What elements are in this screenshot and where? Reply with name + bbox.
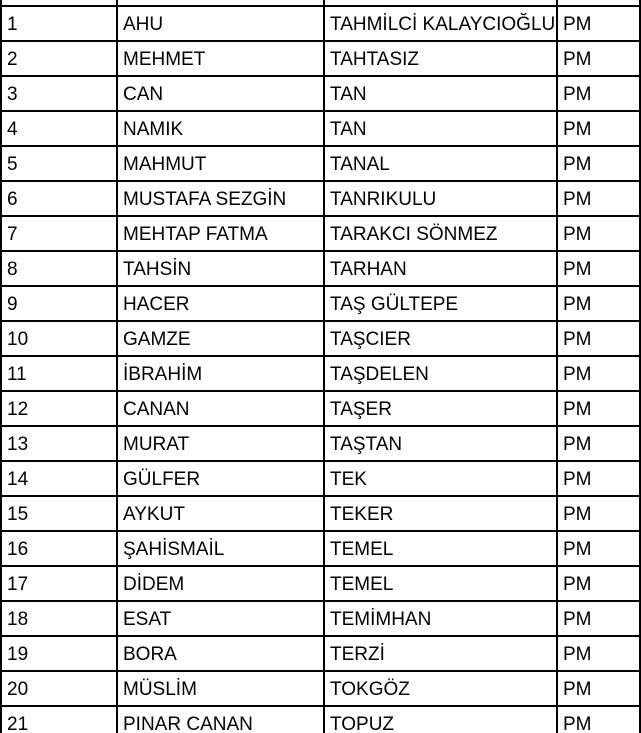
row-number-cell: 11 xyxy=(1,356,117,391)
status-cell: PM xyxy=(557,251,640,286)
status-cell: PM xyxy=(557,216,640,251)
table-row xyxy=(1,216,640,251)
last-name-cell: TAN xyxy=(324,111,557,146)
row-number-cell: 8 xyxy=(1,251,117,286)
first-name-cell: ŞAHİSMAİL xyxy=(117,531,324,566)
last-name-cell: TAŞDELEN xyxy=(324,356,557,391)
last-name-cell: TAN xyxy=(324,76,557,111)
first-name-cell: MURAT xyxy=(117,426,324,461)
status-cell: PM xyxy=(557,636,640,671)
last-name-cell: TAHMİLCİ KALAYCIOĞLU xyxy=(324,6,557,41)
first-name-cell: AHU xyxy=(117,6,324,41)
first-name-cell: TAHSİN xyxy=(117,251,324,286)
status-cell: PM xyxy=(557,286,640,321)
first-name-cell: AYKUT xyxy=(117,496,324,531)
last-name-cell: TEKER xyxy=(324,496,557,531)
status-cell: PM xyxy=(557,566,640,601)
first-name-cell: DİDEM xyxy=(117,566,324,601)
first-name-cell: MEHTAP FATMA xyxy=(117,216,324,251)
table-row xyxy=(1,146,640,181)
row-number-cell: 13 xyxy=(1,426,117,461)
table-row xyxy=(1,636,640,671)
row-number-cell: 4 xyxy=(1,111,117,146)
last-name-cell: TANAL xyxy=(324,146,557,181)
row-number-cell: 18 xyxy=(1,601,117,636)
table-row xyxy=(1,6,640,41)
table-row xyxy=(1,391,640,426)
row-number-cell: 6 xyxy=(1,181,117,216)
row-number-cell: 3 xyxy=(1,76,117,111)
table-row xyxy=(1,76,640,111)
table-row xyxy=(1,356,640,391)
first-name-cell: GÜLFER xyxy=(117,461,324,496)
first-name-cell: CANAN xyxy=(117,391,324,426)
status-cell: PM xyxy=(557,111,640,146)
table-row xyxy=(1,181,640,216)
row-number-cell: 16 xyxy=(1,531,117,566)
row-number-cell: 5 xyxy=(1,146,117,181)
table-row xyxy=(1,496,640,531)
row-number-cell: 10 xyxy=(1,321,117,356)
last-name-cell: TARHAN xyxy=(324,251,557,286)
row-number-cell: 15 xyxy=(1,496,117,531)
table-row xyxy=(1,461,640,496)
table-row xyxy=(1,566,640,601)
row-number-cell: 12 xyxy=(1,391,117,426)
table-row xyxy=(1,426,640,461)
last-name-cell: TAŞ GÜLTEPE xyxy=(324,286,557,321)
first-name-cell: CAN xyxy=(117,76,324,111)
last-name-cell: TARAKCI SÖNMEZ xyxy=(324,216,557,251)
first-name-cell: NAMIK xyxy=(117,111,324,146)
first-name-cell: HACER xyxy=(117,286,324,321)
last-name-cell: TEMEL xyxy=(324,531,557,566)
last-name-cell: TAŞTAN xyxy=(324,426,557,461)
table-row xyxy=(1,531,640,566)
table-row xyxy=(1,251,640,286)
row-number-cell: 21 xyxy=(1,706,117,733)
last-name-cell: TEMİMHAN xyxy=(324,601,557,636)
status-cell: PM xyxy=(557,41,640,76)
row-number-cell: 7 xyxy=(1,216,117,251)
row-number-cell: 1 xyxy=(1,6,117,41)
first-name-cell: PINAR CANAN xyxy=(117,706,324,733)
row-number-cell: 14 xyxy=(1,461,117,496)
table-row xyxy=(1,41,640,76)
row-number-cell: 20 xyxy=(1,671,117,706)
status-cell: PM xyxy=(557,6,640,41)
table-body xyxy=(1,0,640,733)
last-name-cell: TAŞER xyxy=(324,391,557,426)
status-cell: PM xyxy=(557,321,640,356)
first-name-cell: MAHMUT xyxy=(117,146,324,181)
first-name-cell: MÜSLİM xyxy=(117,671,324,706)
table-row xyxy=(1,111,640,146)
status-cell: PM xyxy=(557,76,640,111)
first-name-cell: BORA xyxy=(117,636,324,671)
last-name-cell: TAŞCIER xyxy=(324,321,557,356)
row-number-cell: 9 xyxy=(1,286,117,321)
row-number-cell: 17 xyxy=(1,566,117,601)
last-name-cell: TAHTASIZ xyxy=(324,41,557,76)
status-cell: PM xyxy=(557,181,640,216)
last-name-cell: TEMEL xyxy=(324,566,557,601)
first-name-cell: GAMZE xyxy=(117,321,324,356)
status-cell: PM xyxy=(557,601,640,636)
table-row xyxy=(1,706,640,733)
status-cell: PM xyxy=(557,146,640,181)
first-name-cell: MEHMET xyxy=(117,41,324,76)
first-name-cell: MUSTAFA SEZGİN xyxy=(117,181,324,216)
status-cell: PM xyxy=(557,671,640,706)
last-name-cell: TOPUZ xyxy=(324,706,557,733)
table-row xyxy=(1,601,640,636)
status-cell: PM xyxy=(557,356,640,391)
row-number-cell: 2 xyxy=(1,41,117,76)
status-cell: PM xyxy=(557,426,640,461)
table-row xyxy=(1,671,640,706)
last-name-cell: TANRIKULU xyxy=(324,181,557,216)
status-cell: PM xyxy=(557,496,640,531)
status-cell: PM xyxy=(557,391,640,426)
row-number-cell: 19 xyxy=(1,636,117,671)
first-name-cell: ESAT xyxy=(117,601,324,636)
last-name-cell: TEK xyxy=(324,461,557,496)
status-cell: PM xyxy=(557,706,640,733)
status-cell: PM xyxy=(557,461,640,496)
last-name-cell: TOKGÖZ xyxy=(324,671,557,706)
status-cell: PM xyxy=(557,531,640,566)
table-row xyxy=(1,286,640,321)
last-name-cell: TERZİ xyxy=(324,636,557,671)
first-name-cell: İBRAHİM xyxy=(117,356,324,391)
table-row xyxy=(1,321,640,356)
